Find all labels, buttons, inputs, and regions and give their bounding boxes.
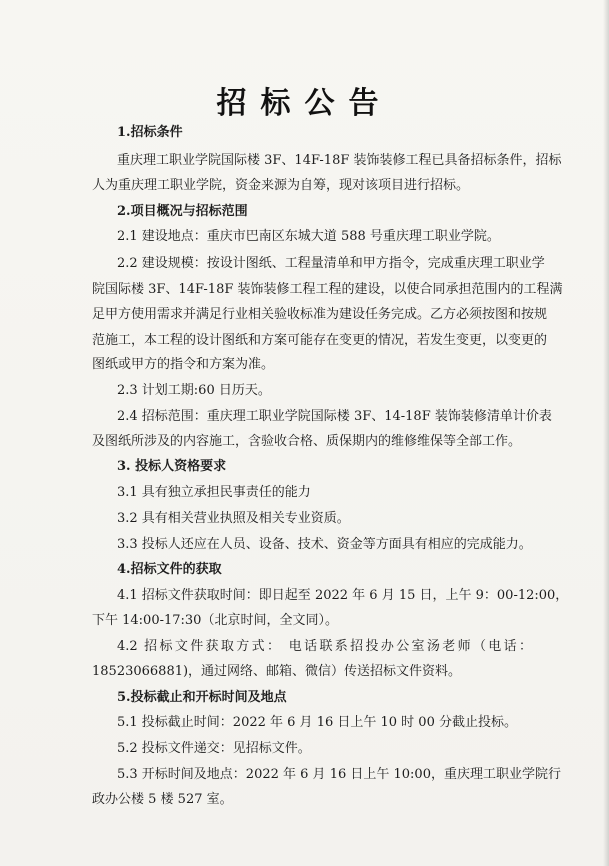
section-heading-5: 5.投标截止和开标时间及地点 xyxy=(117,690,287,705)
paragraph-line: 政办公楼 5 楼 527 室。 xyxy=(92,792,233,807)
paragraph-line: 范施工，本工程的设计图纸和方案可能存在变更的情况，若发生变更，以变更的 xyxy=(92,333,548,348)
section-heading-2: 2.项目概况与招标范围 xyxy=(117,204,248,219)
paragraph-line: 重庆理工职业学院国际楼 3F、14F-18F 装饰装修工程已具备招标条件，招标 xyxy=(117,153,562,168)
paragraph-line: 2.4 招标范围：重庆理工职业学院国际楼 3F、14-18F 装饰装修清单计价表 xyxy=(117,409,552,424)
paragraph-line: 院国际楼 3F、14F-18F 装饰装修工程工程的建设，以使合同承担范围内的工程满 xyxy=(92,282,563,297)
section-heading-1: 1.招标条件 xyxy=(117,125,183,140)
document-title: 招标公告 xyxy=(216,86,393,121)
paragraph-line: 3.2 具有相关营业执照及相关专业资质。 xyxy=(117,511,350,526)
section-heading-3: 3. 投标人资格要求 xyxy=(117,459,227,474)
paragraph-line: 足甲方使用需求并满足行业相关验收标准为建设任务完成。乙方必须按图和按规 xyxy=(92,307,548,322)
paragraph-line: 18523066881)，通过网络、邮箱、微信）传送招标文件资料。 xyxy=(92,664,462,679)
paragraph-line: 5.3 开标时间及地点：2022 年 6 月 16 日上午 10:00，重庆理工职业学院行 xyxy=(117,767,561,782)
paragraph-line: 2.2 建设规模：按设计图纸、工程量清单和甲方指令，完成重庆理工职业学 xyxy=(117,256,545,271)
paragraph-line: 4.1 招标文件获取时间：即日起至 2022 年 6 月 15 日，上午 9：00-12:00， xyxy=(117,588,569,603)
paragraph-line: 2.1 建设地点：重庆市巴南区东城大道 588 号重庆理工职业学院。 xyxy=(117,229,500,244)
paragraph-line: 图纸或甲方的指令和方案为准。 xyxy=(92,357,275,372)
page-edge-shadow xyxy=(603,0,609,866)
paragraph-line: 5.1 投标截止时间：2022 年 6 月 16 日上午 10 时 00 分截止投标。 xyxy=(117,715,517,730)
paragraph-line: 4.2 招标文件获取方式： 电话联系招投办公室汤老师（电话： xyxy=(117,639,532,654)
paragraph-line: 3.1 具有独立承担民事责任的能力 xyxy=(117,485,311,500)
paragraph-line: 人为重庆理工职业学院，资金来源为自筹，现对该项目进行招标。 xyxy=(92,178,470,193)
paragraph-line: 及图纸所涉及的内容施工，含验收合格、质保期内的维修维保等全部工作。 xyxy=(92,434,522,449)
section-heading-4: 4.招标文件的获取 xyxy=(117,562,222,577)
paragraph-line: 3.3 投标人还应在人员、设备、技术、资金等方面具有相应的完成能力。 xyxy=(117,537,532,552)
paragraph-line: 5.2 投标文件递交：见招标文件。 xyxy=(117,741,311,756)
paragraph-line: 2.3 计划工期:60 日历天。 xyxy=(117,383,271,398)
paragraph-line: 下午 14:00-17:30（北京时间，全文同）。 xyxy=(92,613,338,628)
